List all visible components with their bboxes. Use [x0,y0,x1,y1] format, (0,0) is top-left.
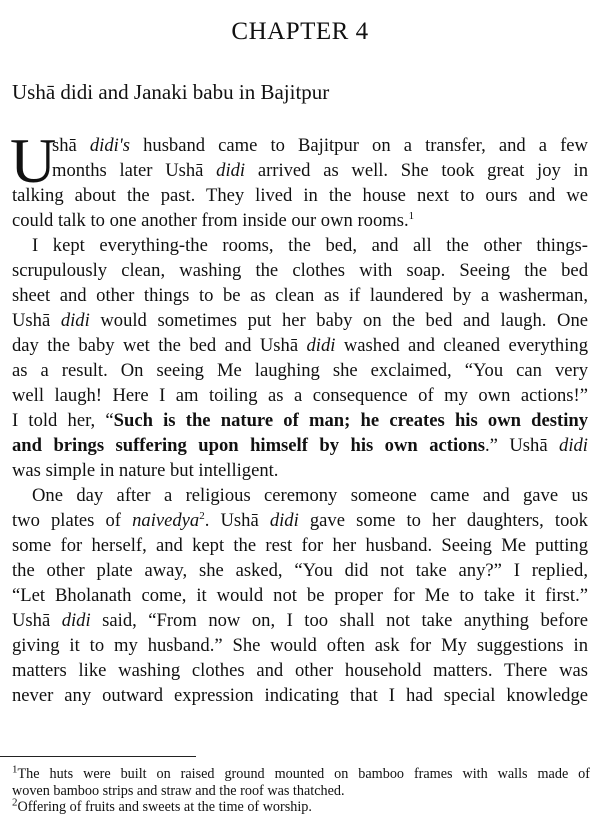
paragraph [12,233,588,483]
footnote-marker: 1 [12,763,18,776]
text-line [12,183,588,208]
text-line [12,358,588,383]
text-line [12,633,588,658]
text-line [12,433,588,458]
paragraph [10,125,588,233]
italic-text: didi [60,310,90,331]
footnote-1 [12,763,590,782]
text-span: gave some to her daughters, took [298,510,588,531]
text-line [12,658,588,683]
italic-text: didi [61,610,91,631]
text-span: washed and cleaned everything [335,335,588,356]
text-span: “Let Bholanath come, it would not be proper for Me to take it first.” [12,585,588,606]
text-span: two plates of [12,510,133,531]
section-title: Ushā didi and Janaki babu in Bajitpur [12,80,330,104]
bold-text: and brings suffering upon himself by his own actions [12,435,485,456]
text-span: .” Ushā [485,435,560,456]
text-span: the other plate away, she asked, “You did not take any?” I replied, [12,560,588,581]
text-span: Ushā [12,610,62,631]
text-line [12,333,588,358]
text-line [12,258,588,283]
text-line [12,558,588,583]
text-span: would sometimes put her baby on the bed and laugh. One [89,310,588,331]
text-span: well laugh! Here I am toiling as a consequence of my own actions!” [12,385,588,406]
text-line [12,508,588,533]
text-line [12,408,588,433]
text-line [12,308,588,333]
text-line [12,458,588,483]
italic-text: naivedya [132,510,200,531]
text-line [12,233,588,258]
text-span: talking about the past. They lived in the house next to ours and we [12,185,588,206]
text-span: One day after a religious ceremony someone came and gave us [32,485,588,506]
text-span: could talk to one another from inside our own rooms. [12,210,409,231]
body-text [10,125,588,708]
footnote-2 [12,796,590,815]
text-line [12,583,588,608]
footnote-divider [0,756,196,757]
text-span: matters like washing clothes and other household matters. There was [12,660,588,681]
paragraph [12,483,588,708]
footnote-text: Offering of fruits and sweets at the time of worship. [17,799,312,815]
text-span: husband came to Bajitpur on a transfer, and a few [130,135,588,156]
text-span: . Ushā [204,510,270,531]
text-span: months later Ushā [52,160,217,181]
text-line [12,383,588,408]
text-span: Ushā [12,310,61,331]
text-span: shā [52,135,90,156]
footnote-marker: 2 [12,796,18,809]
text-span: some for herself, and kept the rest for her husband. Seeing Me putting [12,535,588,556]
italic-text: didi [559,435,588,456]
text-span: giving it to my husband.” She would often ask for My suggestions in [12,635,588,656]
chapter-title: CHAPTER 4 [231,18,369,45]
text-span: scrupulously clean, washing the clothes with soap. Seeing the bed [12,260,588,281]
text-span: I kept everything-the rooms, the bed, and all the other things- [32,235,588,256]
footnote-1-continued: woven bamboo strips and straw and the roof was thatched. [12,783,345,799]
text-line [12,683,588,708]
text-span: was simple in nature but intelligent. [12,460,279,481]
text-line [12,208,588,233]
footnote-reference: 1 [408,209,415,222]
text-span: sheet and other things to be as clean as if laundered by a washerman, [12,285,588,306]
italic-text: didi [216,160,246,181]
text-span: I told her, “ [12,410,114,431]
italic-text: didi's [89,135,131,156]
italic-text: didi [269,510,299,531]
text-line [12,133,588,158]
text-line [12,608,588,633]
text-span: day the baby wet the bed and Ushā [12,335,307,356]
text-span: as a result. On seeing Me laughing she exclaimed, “You can very [12,360,588,381]
text-line [12,158,588,183]
text-span: never any outward expression indicating that I had special knowledge [12,685,588,706]
text-span: arrived as well. She took great joy in [245,160,588,181]
drop-cap: U [10,125,57,196]
bold-text: Such is the nature of man; he creates his own destiny [113,410,588,431]
text-line [12,283,588,308]
italic-text: didi [306,335,336,356]
text-span: said, “From now on, I too shall not take anything before [90,610,588,631]
text-line [12,533,588,558]
footnote-text: The huts were built on raised ground mounted on bamboo frames with walls made of [17,766,590,782]
text-line [12,483,588,508]
footnote-reference: 2 [199,509,205,522]
